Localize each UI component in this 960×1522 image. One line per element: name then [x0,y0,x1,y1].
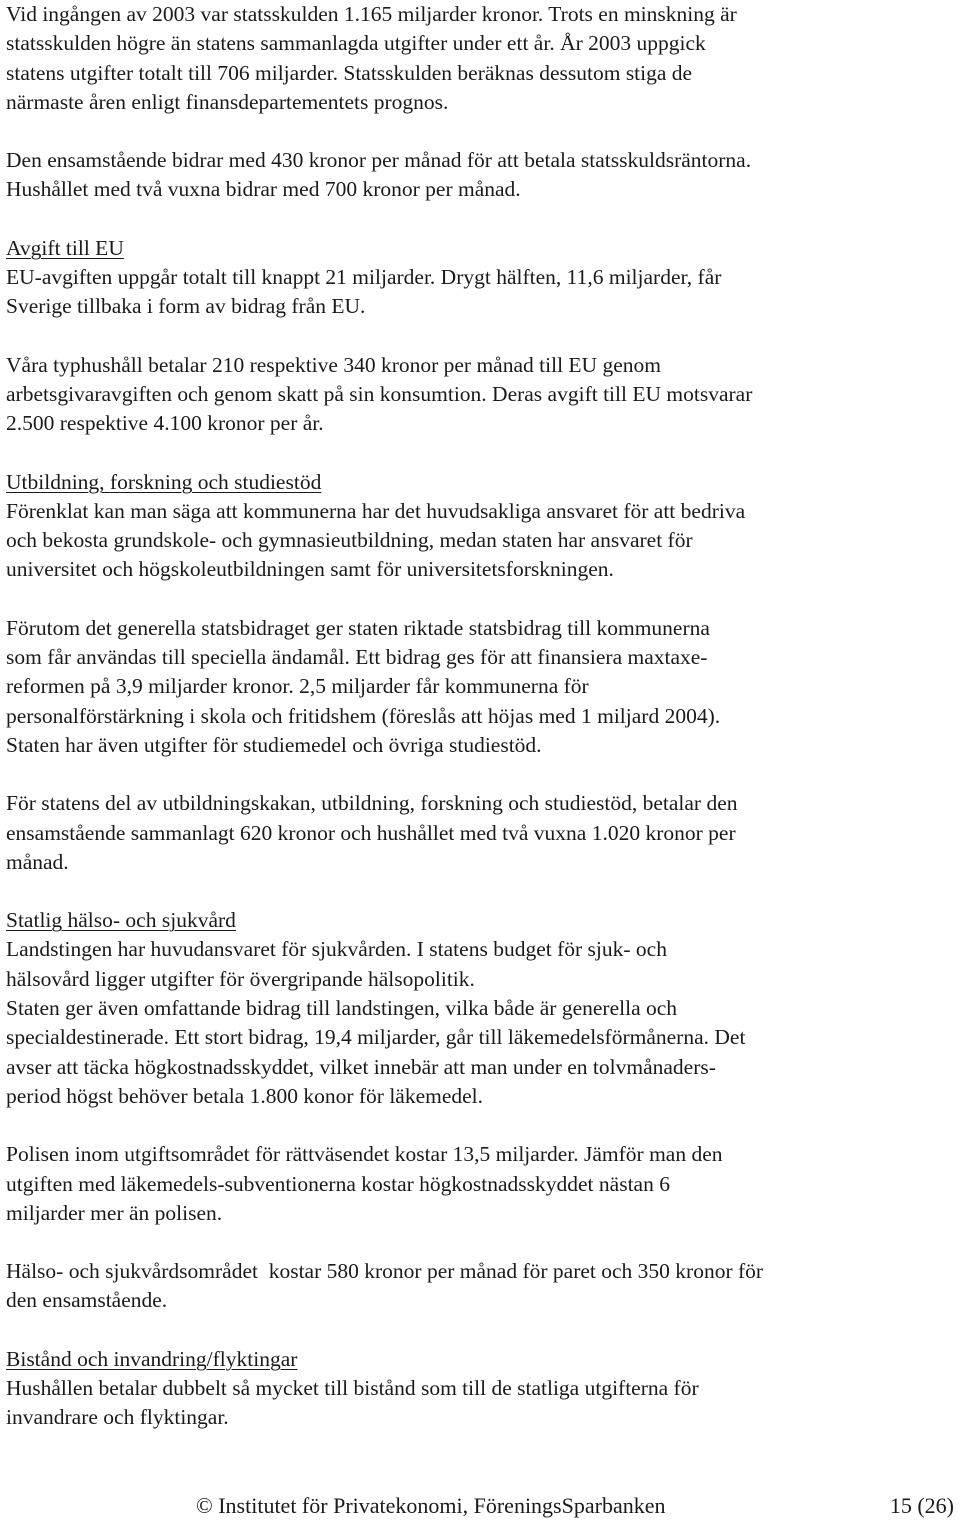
text-line: Hälso- och sjukvårdsområdet kostar 580 kronor per månad för paret och 350 kronor för [6,1259,764,1284]
text-line: hälsovård ligger utgifter för övergripande hälsopolitik. [6,966,475,991]
text-line: Staten har även utgifter för studiemedel och övriga studiestöd. [6,732,542,757]
footer-source: © Institutet för Privatekonomi, FöreningsSparbanken [196,1493,666,1518]
text-line: avser att täcka högkostnadsskyddet, vilket innebär att man under en tolvmånaders- [6,1054,716,1079]
section-bistand [6,1345,954,1433]
paragraph-eu-cost [6,351,954,439]
text-line: Landstingen har huvudansvaret för sjukvården. I statens budget för sjuk- och [6,937,667,962]
text-line: EU-avgiften uppgår totalt till knappt 21 miljarder. Drygt hälften, 11,6 miljarder, får [6,265,722,290]
text-line: För statens del av utbildningskakan, utbildning, forskning och studiestöd, betalar den [6,791,738,816]
text-line: utgiften med läkemedels-subventionerna kostar högkostnadsskyddet nästan 6 [6,1171,670,1196]
heading-utbildning: Utbildning, forskning och studiestöd [6,469,322,494]
heading-avgift-eu: Avgift till EU [6,235,124,260]
text-line: Den ensamstående bidrar med 430 kronor per månad för att betala statsskuldsräntorna. [6,148,752,173]
paragraph-polisen [6,1140,954,1228]
text-line: Förenklat kan man säga att kommunerna har det huvudsakliga ansvaret för att bedriva [6,498,746,523]
section-utbildning [6,468,954,585]
text-line: period högst behöver betala 1.800 konor för läkemedel. [6,1083,484,1108]
section-eu [6,234,954,322]
text-line: Staten ger även omfattande bidrag till landstingen, vilka både är generella och [6,996,678,1021]
heading-halso-sjukvard: Statlig hälso- och sjukvård [6,908,236,933]
text-line: och bekosta grundskole- och gymnasieutbildning, medan staten har ansvaret för [6,528,693,553]
text-line: månad. [6,849,69,874]
text-line: ensamstående sammanlagt 620 kronor och hushållet med två vuxna 1.020 kronor per [6,820,736,845]
text-line: Hushållen betalar dubbelt så mycket till bistånd som till de statliga utgifterna för [6,1375,699,1400]
text-line: Våra typhushåll betalar 210 respektive 340 kronor per månad till EU genom [6,352,661,377]
text-line: statsskulden högre än statens sammanlagda utgifter under ett år. År 2003 uppgick [6,31,706,56]
text-line: den ensamstående. [6,1288,168,1313]
text-line: universitet och högskoleutbildningen samt för universitetsforskningen. [6,557,614,582]
heading-bistand: Bistånd och invandring/flyktingar [6,1346,298,1371]
paragraph-statsskuld-cost [6,146,954,205]
text-line: 2.500 respektive 4.100 kronor per år. [6,411,324,436]
paragraph-statsskuld [6,0,954,117]
paragraph-halso-cost [6,1257,954,1316]
text-line: närmaste åren enligt finansdepartementets prognos. [6,89,449,114]
text-line: arbetsgivaravgiften och genom skatt på sin konsumtion. Deras avgift till EU motsvarar [6,381,753,406]
text-line: Förutom det generella statsbidraget ger staten riktade statsbidrag till kommunerna [6,615,710,640]
text-line: specialdestinerade. Ett stort bidrag, 19,4 miljarder, går till läkemedelsförmånerna. Det [6,1025,746,1050]
paragraph-utbildning-cost [6,789,954,877]
text-line: Vid ingången av 2003 var statsskulden 1.165 miljarder kronor. Trots en minskning är [6,2,737,26]
text-line: Hushållet med två vuxna bidrar med 700 kronor per månad. [6,177,521,202]
text-line: invandrare och flyktingar. [6,1405,229,1430]
text-line: som får användas till speciella ändamål. Ett bidrag ges för att finansiera maxtaxe- [6,645,708,670]
text-line: personalförstärkning i skola och fritidshem (föreslås att höjas med 1 miljard 2004). [6,703,721,728]
text-line: Polisen inom utgiftsområdet för rättväsendet kostar 13,5 miljarder. Jämför man den [6,1142,723,1167]
paragraph-statsbidrag [6,614,954,760]
text-line: miljarder mer än polisen. [6,1200,223,1225]
document-page [6,0,954,1433]
page-number: 15 (26) [889,1493,954,1518]
text-line: reformen på 3,9 miljarder kronor. 2,5 miljarder får kommunerna för [6,674,589,699]
section-halso-sjukvard [6,906,954,1111]
text-line: Sverige tillbaka i form av bidrag från EU. [6,294,366,319]
text-line: statens utgifter totalt till 706 miljarder. Statsskulden beräknas dessutom stiga de [6,60,693,85]
